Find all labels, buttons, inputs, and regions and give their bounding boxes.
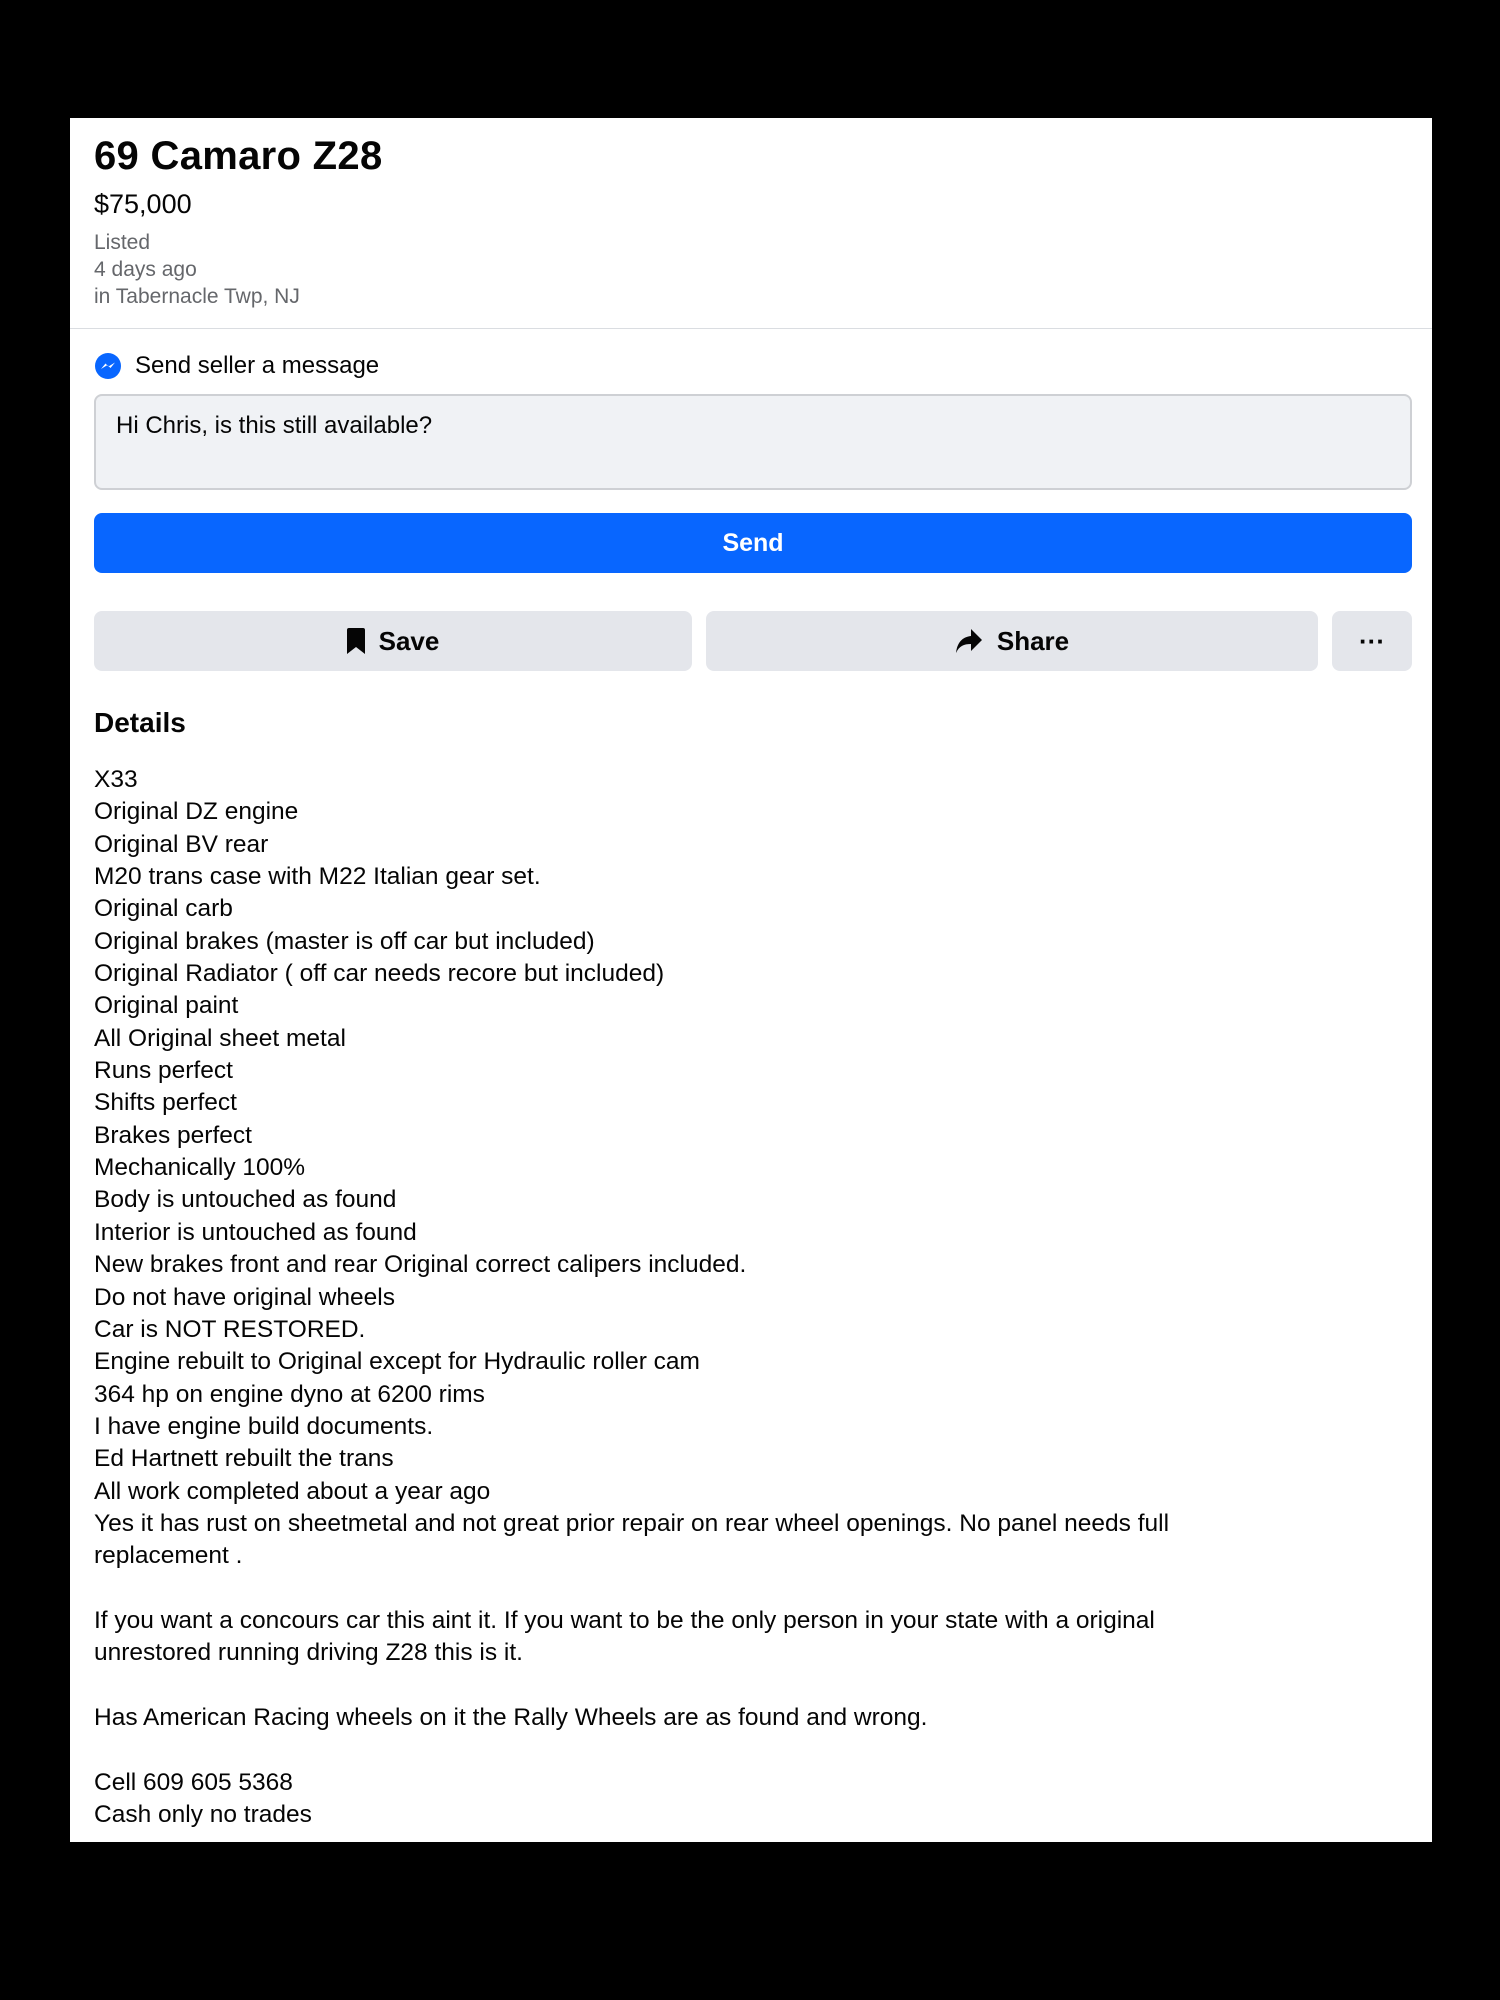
- listing-header: [94, 132, 1394, 310]
- share-arrow-icon: [955, 628, 983, 654]
- details-description: X33 Original DZ engine Original BV rear M20 trans case with M22 Italian gear set. Original carb Original brakes (master is off car but included) Original Radiator ( off car needs recore but included) Original paint All Original sheet metal Runs perfect Shifts perfect Brakes perfect Mechanically 100% Body is untouched as found Interior is untouched as found New brakes front and rear Original correct calipers included. Do not have original wheels Car is NOT RESTORED. Engine rebuilt to Original except for Hydraulic roller cam 364 hp on engine dyno at 6200 rims I have engine build documents. Ed Hartnett rebuilt the trans All work completed about a year ago Yes it has rust on sheetmetal and not great prior repair on rear wheel openings. No panel needs full replacement . If you want a concours car this aint it. If you want to be the only person in your state with a original unrestored running driving Z28 this is it. Has American Racing wheels on it the Rally Wheels are as found and wrong. Cell 609 605 5368 Cash only no trades: [94, 766, 1170, 1828]
- message-header-label: Send seller a message: [135, 352, 380, 379]
- save-label: Save: [378, 625, 440, 656]
- listing-card: [70, 118, 1432, 1842]
- listed-time: 4 days ago: [94, 258, 197, 282]
- listing-location: in Tabernacle Twp, NJ: [94, 285, 300, 309]
- message-header: [94, 352, 379, 380]
- listing-price: $75,000: [94, 189, 192, 219]
- more-options-button[interactable]: [1332, 611, 1412, 671]
- share-label: Share: [996, 625, 1070, 656]
- header-divider: [70, 328, 1432, 329]
- details-heading: Details: [94, 707, 186, 738]
- share-button[interactable]: [706, 611, 1318, 671]
- message-input[interactable]: [94, 394, 1412, 490]
- save-button[interactable]: [94, 611, 692, 671]
- messenger-icon: [94, 352, 122, 380]
- listing-meta: [94, 229, 1394, 310]
- send-button[interactable]: Send: [94, 513, 1412, 573]
- bookmark-icon: [347, 628, 365, 654]
- listed-label: Listed: [94, 231, 151, 255]
- more-options-icon: ···: [1359, 625, 1385, 656]
- listing-title: 69 Camaro Z28: [94, 134, 383, 178]
